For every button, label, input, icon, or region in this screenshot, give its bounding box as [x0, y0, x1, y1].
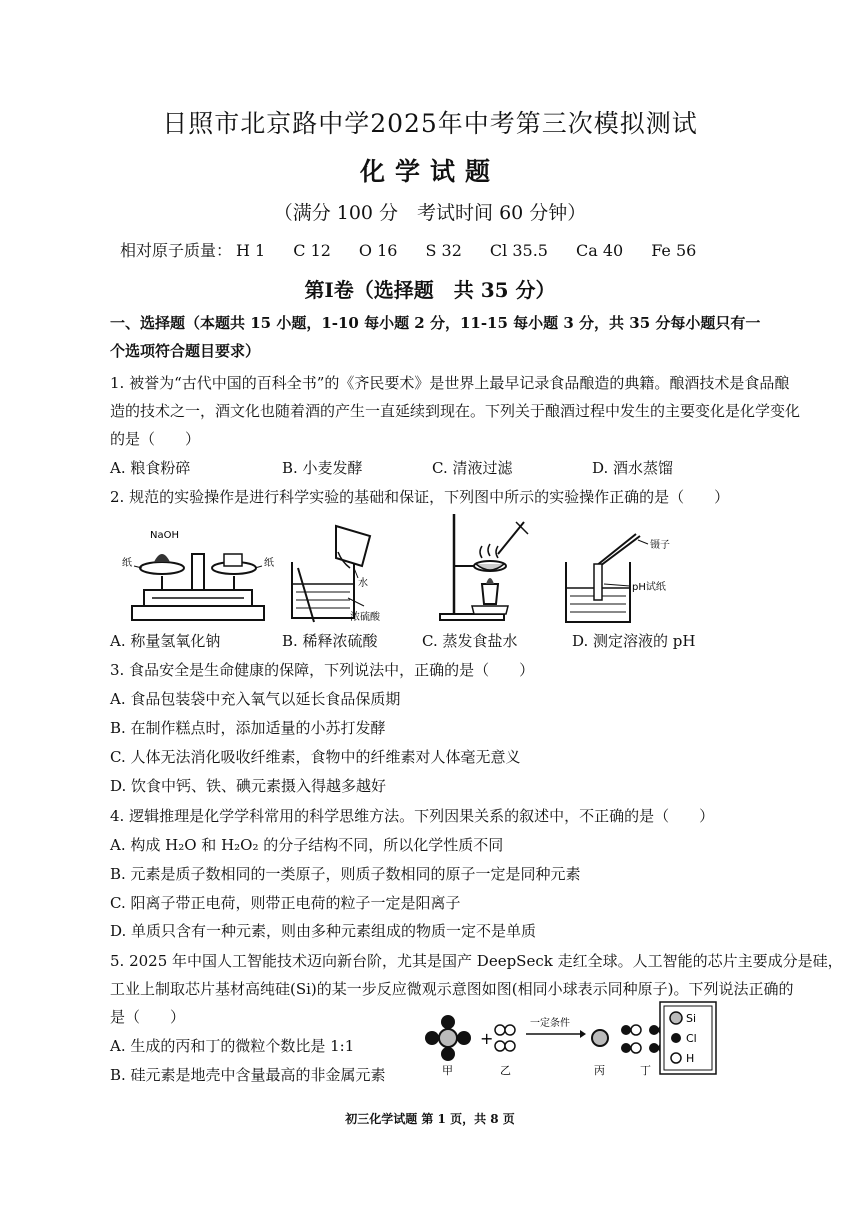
naoh-label: NaOH: [150, 530, 179, 541]
q5-stem-line: 是（ ）: [110, 1008, 186, 1026]
q5-option-b[interactable]: B. 硅元素是地壳中含量最高的非金属元素: [110, 1066, 386, 1084]
water-label: 水: [358, 578, 368, 589]
q1-option-d[interactable]: D. 酒水蒸馏: [592, 459, 674, 477]
q3-option-d[interactable]: D. 饮食中钙、铁、碘元素摄入得越多越好: [110, 777, 387, 795]
q3-option-c[interactable]: C. 人体无法消化吸收纤维素，食物中的纤维素对人体毫无意义: [110, 748, 521, 766]
q4-option-d[interactable]: D. 单质只含有一种元素，则由多种元素组成的物质一定不是单质: [110, 922, 537, 940]
reaction-diagram: [420, 998, 720, 1080]
balance-figure: [112, 524, 284, 624]
q4-option-b[interactable]: B. 元素是质子数相同的一类原子，则质子数相同的原子一定是同种元素: [110, 865, 581, 883]
label-jia: 甲: [442, 1064, 453, 1077]
tweezers-label: 镊子: [650, 540, 670, 551]
ph-figure: [560, 530, 690, 624]
section-instruction: 一、选择题（本题共 15 小题，1-10 每小题 2 分，11-15 每小题 3 分，共 35 分每小题只有一: [110, 314, 761, 332]
atomic-mass: C 12: [293, 241, 331, 260]
q5-stem-line: 工业上制取芯片基材高纯硅(Si)的某一步反应微观示意图如图(相同小球表示同种原子)。下列说法正确的: [110, 980, 794, 998]
paper-left-label: 纸: [122, 558, 132, 569]
label-yi: 乙: [500, 1064, 511, 1077]
q2-option-d[interactable]: D. 测定溶液的 pH: [572, 632, 696, 650]
evaporation-figure: [436, 510, 546, 624]
section-instruction-cont: 个选项符合题目要求）: [110, 342, 261, 360]
q2-option-a[interactable]: A. 称量氢氧化钠: [110, 632, 221, 650]
label-bing: 丙: [594, 1064, 605, 1077]
atomic-mass-row: [120, 238, 724, 261]
q2-option-c[interactable]: C. 蒸发食盐水: [422, 632, 518, 650]
q1-option-c[interactable]: C. 清液过滤: [432, 459, 513, 477]
atomic-mass: Fe 56: [651, 241, 697, 260]
exam-info: （满分 100 分 考试时间 60 分钟）: [273, 202, 587, 224]
legend-h: H: [686, 1052, 695, 1065]
subject-title: 化学试题: [359, 157, 500, 186]
q4-stem: 4. 逻辑推理是化学学科常用的科学思维方法。下列因果关系的叙述中，不正确的是（ ）: [110, 807, 715, 825]
atomic-mass: S 32: [425, 241, 462, 260]
q1-stem-line: 造的技术之一，酒文化也随着酒的产生一直延续到现在。下列关于酿酒过程中发生的主要变化是化学变化: [110, 402, 801, 420]
q5-option-a[interactable]: A. 生成的丙和丁的微粒个数比是 1:1: [110, 1037, 355, 1055]
q3-option-a[interactable]: A. 食品包装袋中充入氧气以延长食品保质期: [110, 690, 401, 708]
acid-label: 浓硫酸: [350, 612, 380, 623]
paper-right-label: 纸: [264, 558, 274, 569]
page-footer: 初三化学试题 第 1 页，共 8 页: [345, 1112, 515, 1126]
q4-option-c[interactable]: C. 阳离子带正电荷，则带正电荷的粒子一定是阳离子: [110, 894, 461, 912]
q2-stem: 2. 规范的实验操作是进行科学实验的基础和保证，下列图中所示的实验操作正确的是（ ）: [110, 488, 730, 506]
q2-option-b[interactable]: B. 稀释浓硫酸: [282, 632, 378, 650]
q1-option-b[interactable]: B. 小麦发酵: [282, 459, 363, 477]
q4-option-a[interactable]: A. 构成 H₂O 和 H₂O₂ 的分子结构不同，所以化学性质不同: [110, 836, 504, 854]
q3-stem: 3. 食品安全是生命健康的保障，下列说法中，正确的是（ ）: [110, 661, 535, 679]
label-ding: 丁: [640, 1064, 651, 1077]
q1-stem-line: 的是（ ）: [110, 430, 201, 448]
atomic-mass-label: 相对原子质量：: [120, 241, 233, 260]
atomic-mass: O 16: [358, 241, 398, 260]
atomic-mass: Cl 35.5: [489, 241, 548, 260]
legend-si: Si: [686, 1012, 697, 1025]
q5-stem-line: 5. 2025 年中国人工智能技术迈向新台阶，尤其是国产 DeepSeck 走红全球。人工智能的芯片主要成分是硅，: [110, 952, 843, 970]
ph-paper-label: pH试纸: [632, 582, 666, 593]
legend-cl: Cl: [686, 1032, 697, 1045]
exam-title: 日照市北京路中学2025年中考第三次模拟测试: [162, 109, 698, 138]
q3-option-b[interactable]: B. 在制作糕点时，添加适量的小苏打发酵: [110, 719, 386, 737]
dilution-figure: [284, 522, 396, 624]
condition-label: 一定条件: [530, 1018, 570, 1029]
q1-option-a[interactable]: A. 粮食粉碎: [110, 459, 191, 477]
svg-text:+: +: [480, 1029, 494, 1048]
atomic-mass: Ca 40: [575, 241, 624, 260]
section-title: 第Ⅰ卷（选择题 共 35 分）: [304, 278, 556, 302]
q1-stem-line: 1. 被誉为“古代中国的百科全书”的《齐民要术》是世界上最早记录食品酿造的典籍。酿酒技术是食品酿: [110, 374, 790, 392]
atomic-mass: H 1: [236, 241, 266, 260]
